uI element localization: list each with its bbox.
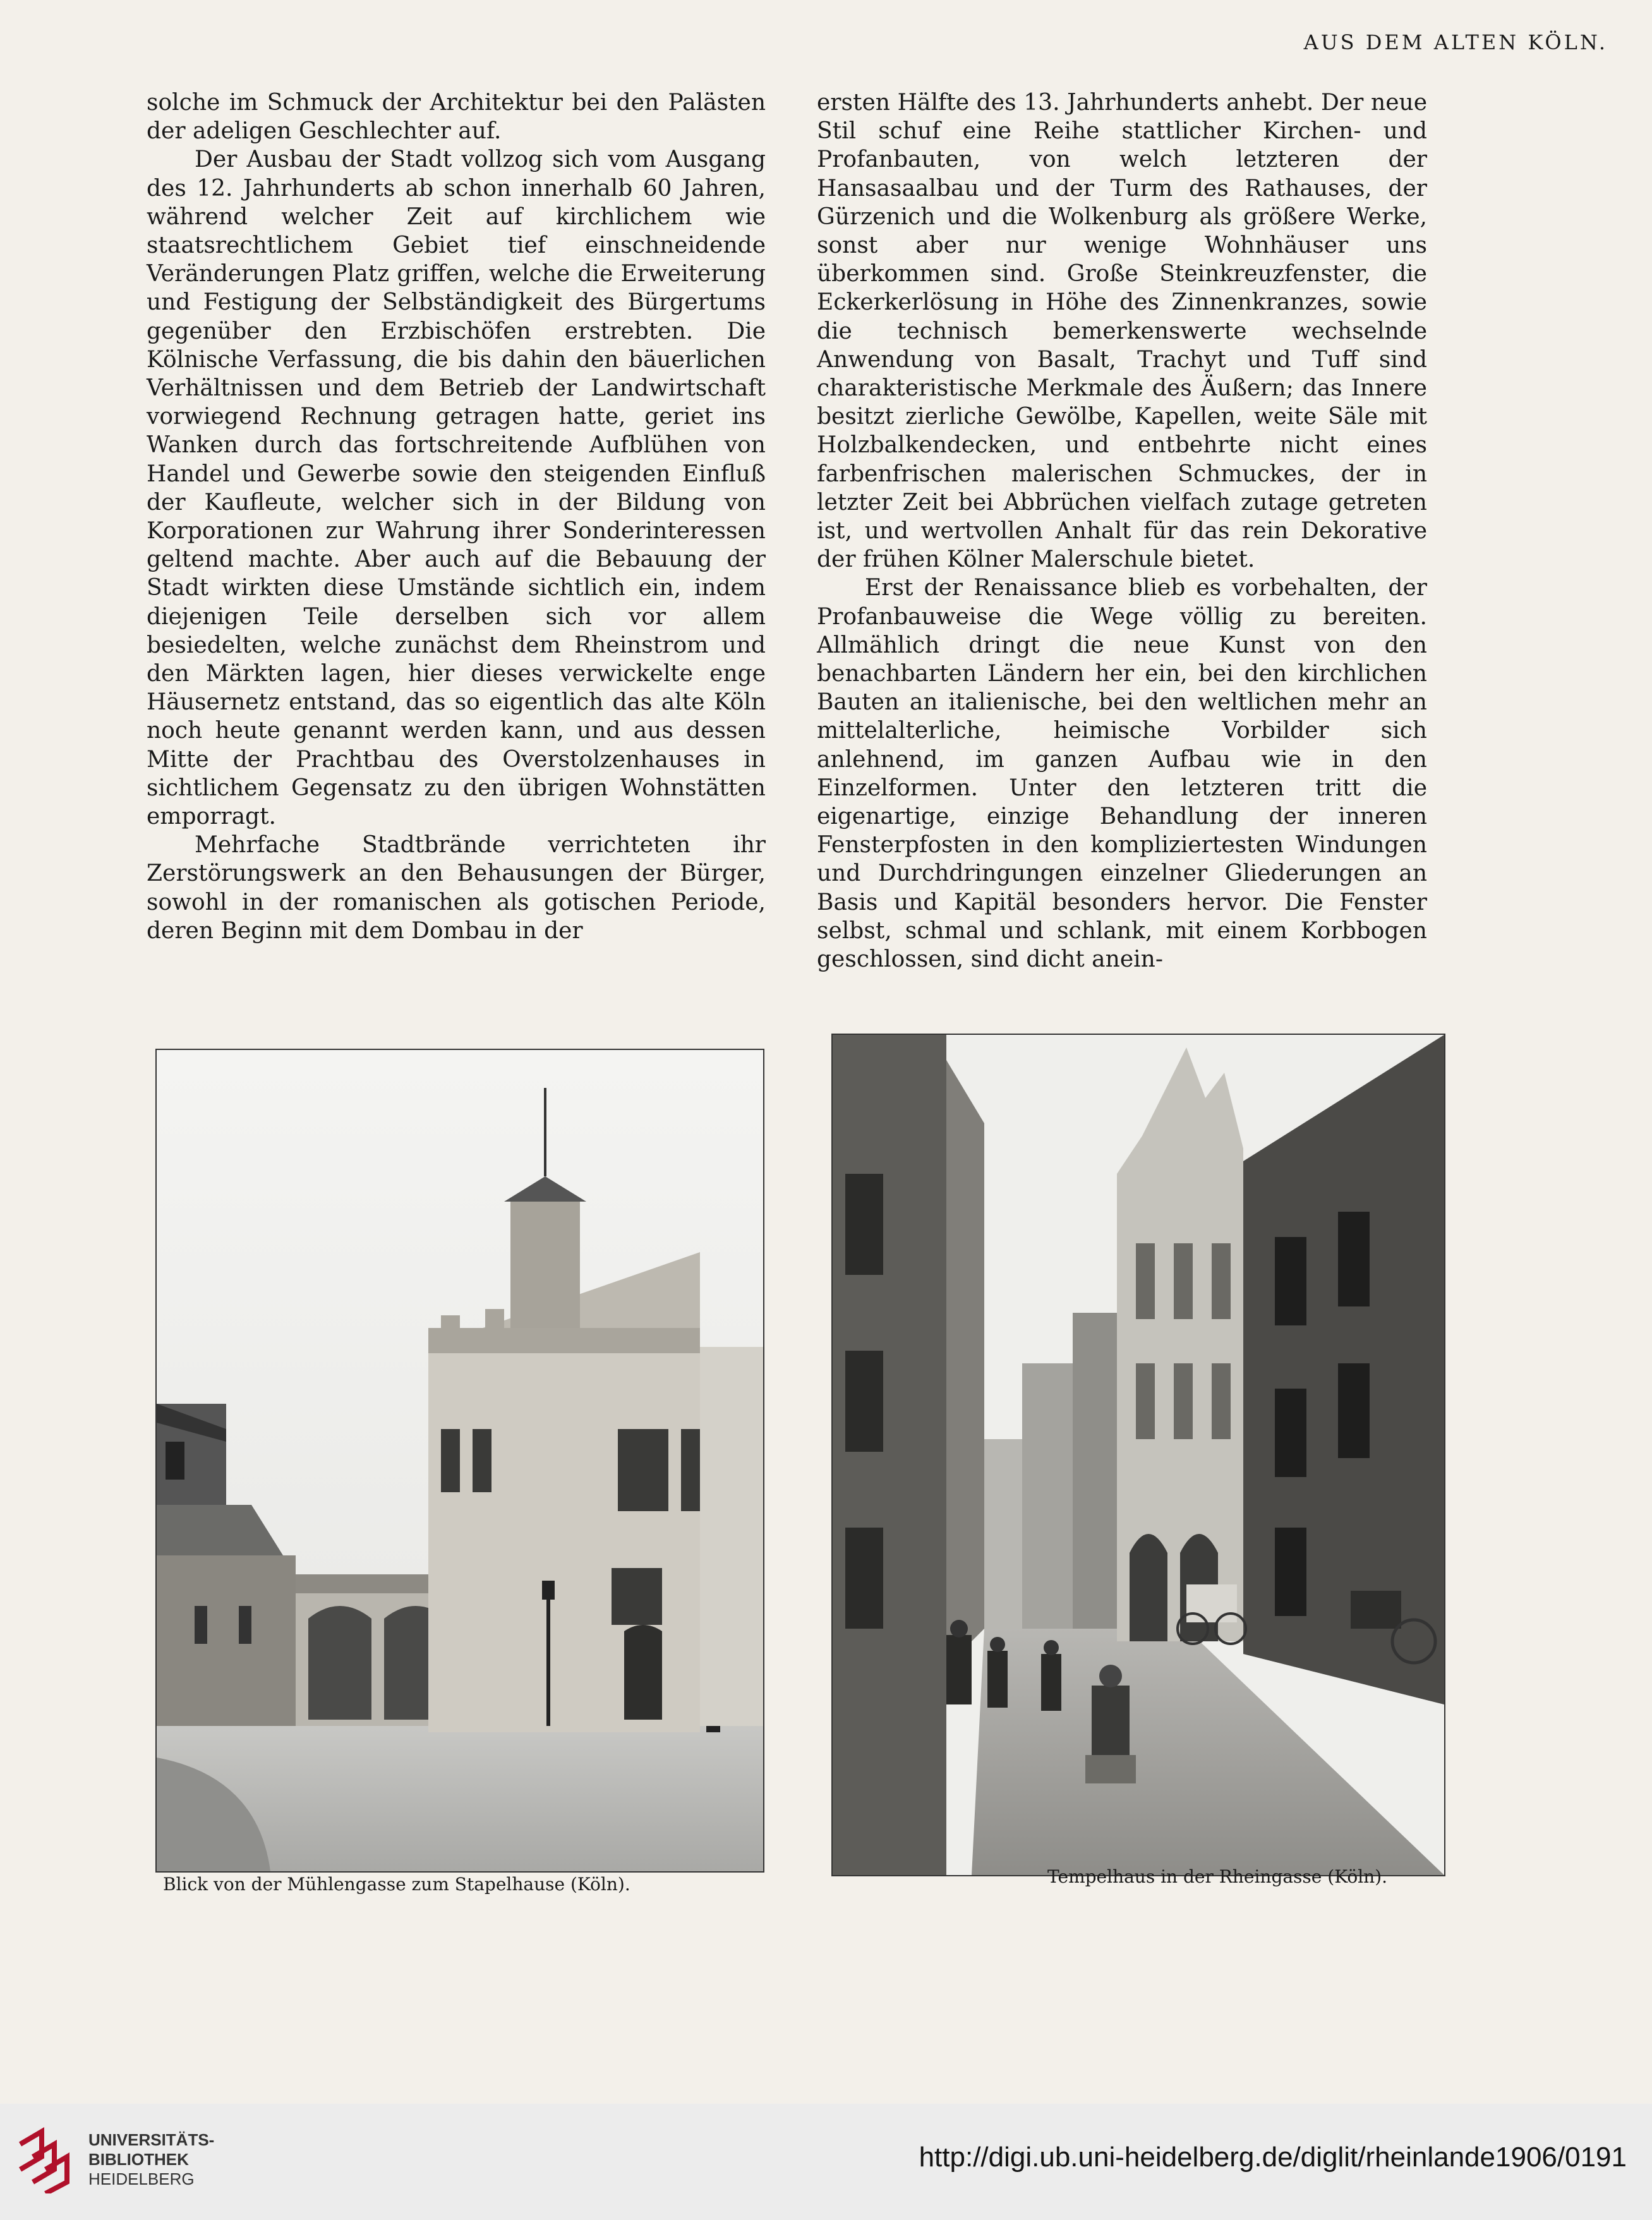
library-line-2: BIBLIOTHEK bbox=[88, 2150, 189, 2169]
digitization-url[interactable]: http://digi.ub.uni-heidelberg.de/diglit/rheinlande1906/0191 bbox=[919, 2142, 1627, 2173]
caption-left: Blick von der Mühlengasse zum Stapelhause (Köln). bbox=[163, 1874, 630, 1895]
running-title: AUS DEM ALTEN KÖLN. bbox=[1303, 30, 1608, 54]
paragraph: Der Ausbau der Stadt vollzog sich vom Ausgang des 12. Jahrhunderts ab schon innerhalb 60 Jahren, während welcher Zeit auf kirchlichem wie staatsrechtlichem Gebiet tief einschneidende Veränderungen Platz griffen, welche die Erweiterung und Festigung der Selbständigkeit des Bürgertums gegenüber den Erzbischöfen erstrebten. Die Kölnische Verfassung, die bis dahin den bäuerlichen Verhältnissen und dem Betrieb der Landwirtschaft vorwiegend Rechnung getragen hatte, geriet ins Wanken durch das fortschreitende Aufblühen von Handel und Gewerbe sowie den steigenden Einfluß der Kaufleute, welcher sich in der Bildung von Korporationen zur Wahrung ihrer Sonderinteressen geltend machte. Aber auch auf die Bebauung der Stadt wirkten diese Umstände sichtlich ein, indem diejenigen Teile derselben sich vor allem besiedelten, welche zunächst dem Rheinstrom und den Märkten lagen, hier dieses verwickelte enge Häusernetz entstand, das so eigentlich das alte Köln noch heute genannt werden kann, und aus dessen Mitte der Prachtbau des Overstolzenhauses in sichtlichem Gegensatz zu den übrigen Wohnstätten emporragt. bbox=[147, 147, 766, 830]
library-name bbox=[88, 2130, 214, 2189]
caption-right: Tempelhaus in der Rheingasse (Köln). bbox=[1047, 1866, 1388, 1887]
photo-tempelhaus bbox=[831, 1034, 1445, 1876]
left-text-column bbox=[147, 88, 766, 945]
paragraph: Erst der Renaissance blieb es vorbehalten, der Profanbauweise die Wege völlig zu bereiten. Allmählich dringt die neue Kunst von den benachbarten Ländern her ein, bei den kirchlichen Bauten an italienische, bei den weltlichen mehr an mittelalterliche, heimische Vorbilder sich anlehnend, im ganzen Aufbau wie in den Einzelformen. Unter den letzteren tritt die eigenartige, einzige Behandlung der inneren Fensterpfosten in den kompliziertesten Windungen und Durchdringungen einzelner Gliederungen an Basis und Kapitäl besonders hervor. Die Fenster selbst, schmal und schlank, mit einem Korbbogen geschlossen, sind dicht anein- bbox=[817, 575, 1427, 973]
library-line-3: HEIDELBERG bbox=[88, 2169, 195, 2188]
library-logo-icon bbox=[16, 2125, 75, 2193]
right-text-column bbox=[817, 88, 1427, 974]
library-line-1: UNIVERSITÄTS- bbox=[88, 2130, 215, 2149]
paragraph: Mehrfache Stadtbrände verrichteten ihr Zerstörungswerk an den Behausungen der Bürger, sowohl in der romanischen als gotischen Periode, deren Beginn mit dem Dombau in der bbox=[147, 832, 766, 944]
photo-stapelhaus bbox=[155, 1049, 764, 1873]
paragraph: ersten Hälfte des 13. Jahrhunderts anhebt. Der neue Stil schuf eine Reihe stattlicher Kirchen- und Profanbauten, von welch letzteren der Hansasaalbau und der Turm des Rathauses, der Gürzenich und die Wolkenburg als größere Werke, sonst aber nur wenige Wohnhäuser uns überkommen sind. Große Steinkreuzfenster, die Eckerkerlösung in Höhe des Zinnenkranzes, sowie die technisch bemerkenswerte wechselnde Anwendung von Basalt, Trachyt und Tuff sind charakteristische Merkmale des Äußern; das Innere besitzt zierliche Gewölbe, Kapellen, weite Säle mit Holzbalkendecken, und entbehrte nicht eines farbenfrischen malerischen Schmuckes, der in letzter Zeit bei Abbrüchen vielfach zutage getreten ist, und wertvollen Anhalt für das rein Dekorative der frühen Kölner Malerschule bietet. bbox=[817, 90, 1427, 573]
paragraph: solche im Schmuck der Architektur bei den Palästen der adeligen Geschlechter auf. bbox=[147, 90, 766, 145]
